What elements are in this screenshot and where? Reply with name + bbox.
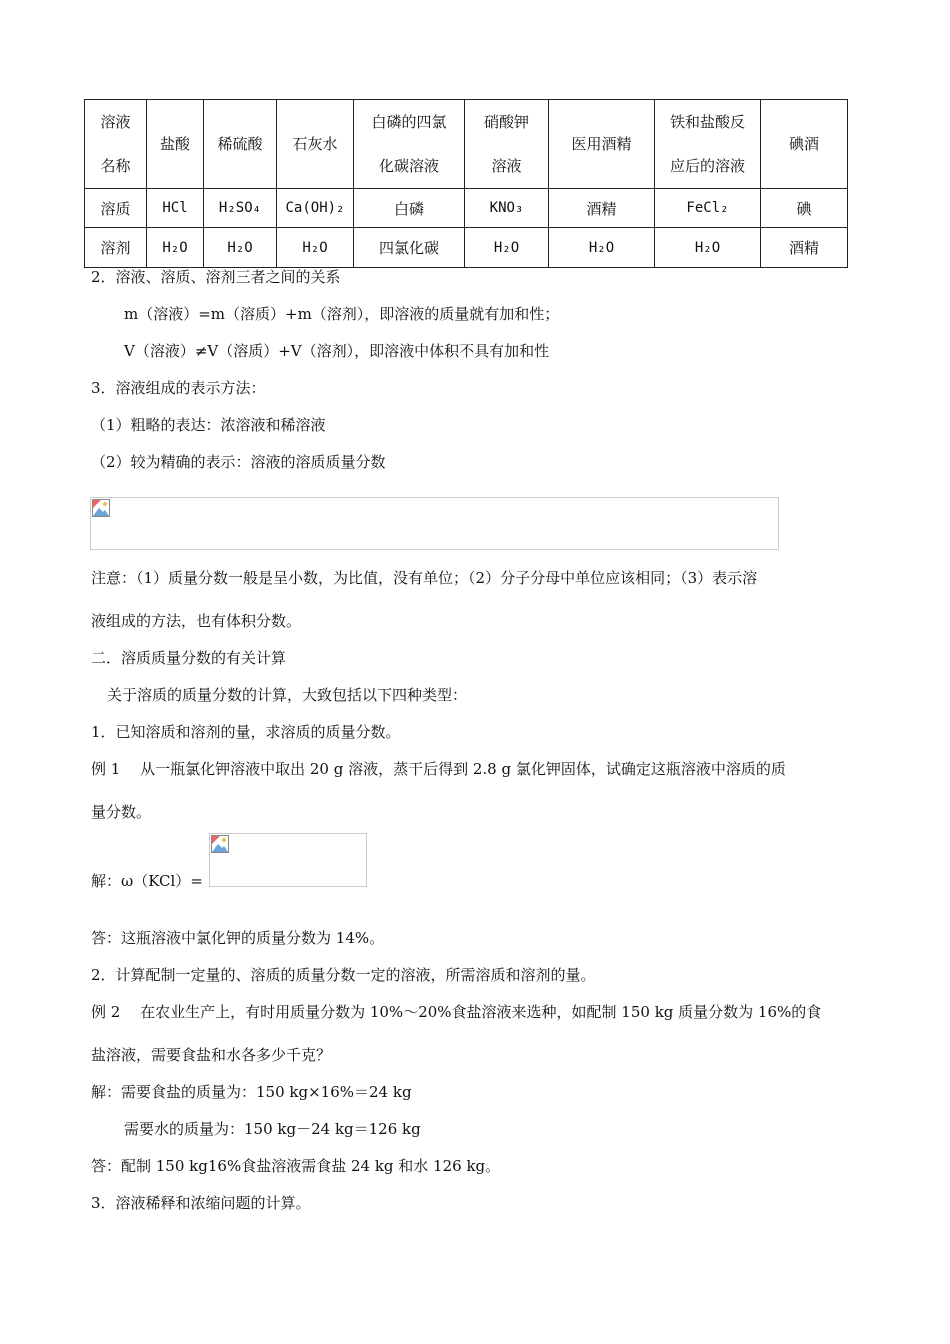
example-2-line-2: 盐溶液，需要食盐和水各多少千克？ — [91, 1046, 332, 1064]
type-2-heading: 2．计算配制一定量的、溶质的质量分数一定的溶液，所需溶质和溶剂的量。 — [91, 966, 596, 984]
table-cell: H₂O — [204, 228, 277, 268]
table-cell: 铁和盐酸反 应后的溶液 — [655, 100, 761, 189]
answer-1: 答：这瓶溶液中氯化钾的质量分数为 14%。 — [91, 929, 385, 947]
table-cell: 盐酸 — [147, 100, 204, 189]
table-cell: 硝酸钾 溶液 — [465, 100, 549, 189]
type-3-heading: 3．溶液稀释和浓缩问题的计算。 — [91, 1194, 311, 1212]
table-cell: 碘 — [761, 189, 848, 228]
table-cell: 白磷的四氯 化碳溶液 — [354, 100, 465, 189]
solution-table — [84, 99, 848, 268]
table-cell: 溶质 — [85, 189, 147, 228]
volume-relation-line: V（溶液）≠V（溶质）+V（溶剂），即溶液中体积不具有加和性 — [124, 342, 550, 360]
table-cell: H₂O — [655, 228, 761, 268]
table-cell: 溶剂 — [85, 228, 147, 268]
broken-image-icon — [211, 835, 229, 853]
type-1-heading: 1．已知溶质和溶剂的量，求溶质的质量分数。 — [91, 723, 401, 741]
table-cell: 酒精 — [549, 189, 655, 228]
section-heading-calculation: 二．溶质质量分数的有关计算 — [91, 649, 287, 667]
answer-2: 答：配制 150 kg16%食盐溶液需食盐 24 kg 和水 126 kg。 — [91, 1157, 501, 1175]
section-heading-relation: 2．溶液、溶质、溶剂三者之间的关系 — [91, 268, 341, 286]
table-cell: Ca(OH)₂ — [277, 189, 354, 228]
formula-image-placeholder — [90, 497, 779, 550]
example-1-line-2: 量分数。 — [91, 803, 152, 821]
mass-relation-line: m（溶液）=m（溶质）+m（溶剂），即溶液的质量就有加和性； — [124, 305, 560, 323]
table-cell: H₂SO₄ — [204, 189, 277, 228]
table-cell: 稀硫酸 — [204, 100, 277, 189]
table-cell: 医用酒精 — [549, 100, 655, 189]
table-cell: HCl — [147, 189, 204, 228]
precise-expression-line: （2）较为精确的表示：溶液的溶质质量分数 — [91, 453, 386, 471]
table-row-solute — [85, 189, 848, 228]
table-cell: 白磷 — [354, 189, 465, 228]
solution-2-line-1: 解：需要食盐的质量为：150 kg×16%＝24 kg — [91, 1083, 412, 1101]
table-row-solution-name — [85, 100, 848, 189]
table-cell: FeCl₂ — [655, 189, 761, 228]
table-cell: 碘酒 — [761, 100, 848, 189]
table-cell: 四氯化碳 — [354, 228, 465, 268]
table-cell: 酒精 — [761, 228, 848, 268]
note-line-1: 注意：（1）质量分数一般是呈小数，为比值，没有单位；（2）分子分母中单位应该相同；（3）表示溶 — [91, 569, 758, 587]
example-2-line-1: 例 2 在农业生产上，有时用质量分数为 10%～20%食盐溶液来选种，如配制 150 kg 质量分数为 16%的食 — [91, 1003, 822, 1021]
table-cell: KNO₃ — [465, 189, 549, 228]
table-cell: 石灰水 — [277, 100, 354, 189]
table-cell: H₂O — [277, 228, 354, 268]
table-cell: H₂O — [465, 228, 549, 268]
calculation-intro: 关于溶质的质量分数的计算，大致包括以下四种类型： — [107, 686, 468, 704]
table-row-solvent — [85, 228, 848, 268]
rough-expression-line: （1）粗略的表达：浓溶液和稀溶液 — [91, 416, 326, 434]
table-cell: H₂O — [549, 228, 655, 268]
table-cell: 溶液 名称 — [85, 100, 147, 189]
solution-2-line-2: 需要水的质量为：150 kg－24 kg＝126 kg — [124, 1120, 421, 1138]
section-heading-representation: 3．溶液组成的表示方法： — [91, 379, 266, 397]
example-1-line-1: 例 1 从一瓶氯化钾溶液中取出 20 g 溶液，蒸干后得到 2.8 g 氯化钾固体，试确定这瓶溶液中溶质的质 — [91, 760, 786, 778]
solution-1-label: 解：ω（KCl）= — [91, 872, 203, 890]
note-line-2: 液组成的方法，也有体积分数。 — [91, 612, 302, 630]
broken-image-icon — [92, 499, 110, 517]
solution-1-formula-image — [209, 833, 367, 887]
table-cell: H₂O — [147, 228, 204, 268]
